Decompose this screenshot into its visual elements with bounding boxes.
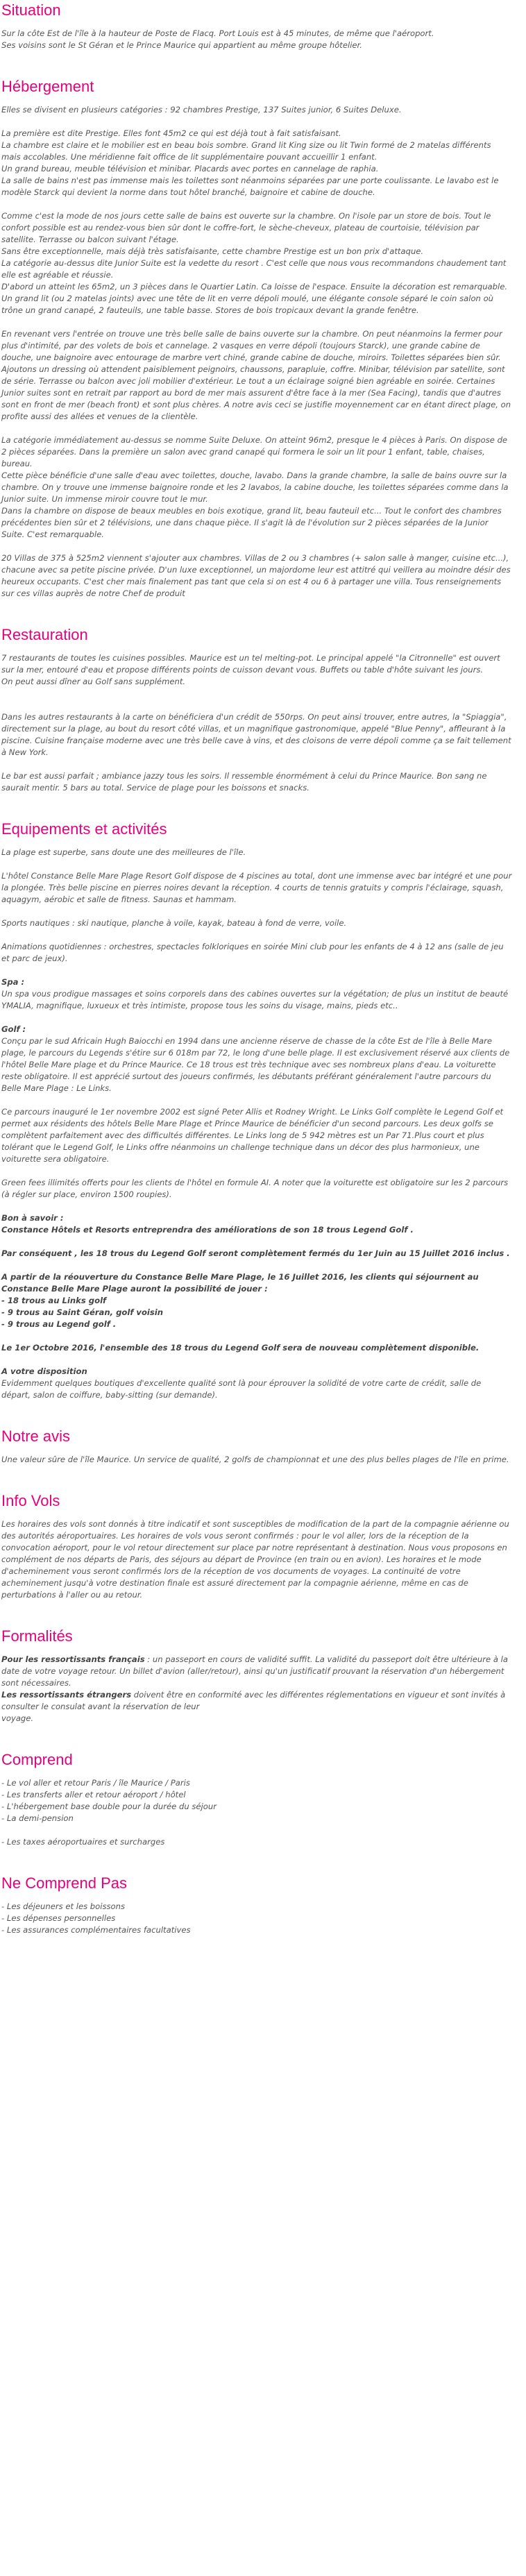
- hebergement-text: Cette pièce bénéficie d'une salle d'eau avec toilettes, douche, lavabo. Dans la grande chambre, la salle de bains ouvre sur la chambre. On y trouve une immense baignoire ronde et les 2 lavabos, la cabine douche, les toilettes séparées comme dans la Junior suite. Un immense miroir couvre tout le mur.: [1, 471, 509, 504]
- hebergement-heading: Hébergement: [1, 78, 94, 95]
- comprend-section: [1, 1751, 512, 1848]
- info-vols-text: Les horaires des vols sont donnés à titre indicatif et sont susceptibles de modification de la part de la compagnie aérienne ou des autorités aéroportuaires. Les horaires de vols vous seront confirmés : pour le vol aller, lors de la réception de la convocation aéroport, pour le vol retour directement sur place par notre représentant à destination. Nous vous proposons en complément de nos départs de Paris, des séjours au départ de Province (en train ou en avion). Les horaires et le mode d'acheminement vous seront confirmés lors de la réception de vos documents de voyages. La continuité de votre acheminement jusqu'à votre destination finale est assuré directement par la compagnie aérienne, même en cas de perturbations à l'aller ou au retour.: [1, 1519, 509, 1600]
- comprend-item: - Le vol aller et retour Paris / île Maurice / Paris: [1, 1778, 190, 1788]
- equipements-text: La plage est superbe, sans doute une des meilleures de l'île.: [1, 847, 246, 857]
- equipements-text: Ce parcours inauguré le 1er novembre 2002 est signé Peter Allis et Rodney Wright. Le Links Golf complète le Legend Golf et permet aux résidents des hôtels Belle Mare Plage et Prince Maurice de bénéficier d'un second parcours. Les deux golfs se complètent parfaitement avec des difficultés différentes. Le Links long de 5 942 mètres est un Par 71.Plus court et plus tolérant que le Legend Golf, le Links offre néanmoins un challenge technique dans un décor des plus harmonieux, une voiturette sera obligatoire.: [1, 1107, 504, 1164]
- formalites-section: [1, 1627, 512, 1725]
- ne-comprend-item: - Les déjeuners et les boissons: [1, 1901, 126, 1911]
- formalites-french-text: : un passeport en cours de validité suffit. La validité du passeport doit être ultérieure à la date de votre voyage retour. Un billet d'avion (aller/retour), ainsi qu'un justificatif prouvant la réservation d'un hébergement sont nécessaires.: [1, 1654, 508, 1688]
- equipements-text: Green fees illimités offerts pour les clients de l'hôtel en formule AI. A noter que la voiturette est obligatoire sur les 2 parcours (à régler sur place, environ 1500 roupies).: [1, 1178, 509, 1199]
- formalites-heading: Formalités: [1, 1627, 73, 1645]
- bon-a-savoir-text: Constance Hôtels et Resorts entreprendra des améliorations de son 18 trous Legend Golf .: [1, 1225, 414, 1235]
- avis-heading: Notre avis: [1, 1427, 71, 1445]
- situation-line: Sur la côte Est de l'île à la hauteur de Poste de Flacq. Port Louis est à 45 minutes, de même que l'aéroport.: [1, 28, 434, 38]
- restauration-text: Le bar est aussi parfait ; ambiance jazzy tous les soirs. Il ressemble énormément à celui du Prince Maurice. Bon sang ne saurait mentir. 5 bars au total. Service de plage pour les boissons et snacks.: [1, 771, 487, 793]
- hebergement-text: La catégorie immédiatement au-dessus se nomme Suite Deluxe. On atteint 96m2, presque le 4 pièces à Paris. On dispose de 2 pièces séparées. Dans la première un salon avec grand canapé qui formera le soir un lit pour 1 enfant, table, chaises, bureau.: [1, 435, 508, 468]
- hebergement-text: En revenant vers l'entrée on trouve une très belle salle de bains ouverte sur la chambre. On peut néanmoins la fermer pour plus d'intimité, par des volets de bois et cannelage. 2 vasques en verre dépoli (toujours Starck), une grande cabine de douche, une baignoire avec entourage de marbre vert chiné, grande cabine de douche, miroirs. Toilettes séparées bien sûr.: [1, 329, 502, 362]
- bon-a-savoir-label: Bon à savoir :: [1, 1213, 64, 1223]
- hebergement-villas: 20 Villas de 375 à 525m2 viennent s'ajouter aux chambres. Villas de 2 ou 3 chambres (+ salon salle à manger, cuisine etc...), chacune avec sa petite piscine privée. D'un luxe exceptionnel, un majordome leur est attitré qui veillera au moindre désir des heureux occupants. C'est cher mais finalement pas tant que cela si on est 4 ou 6 à partager une villa. Tous renseignements sur ces villas auprès de notre Chef de produit: [1, 553, 511, 598]
- hebergement-text: La catégorie au-dessus dite Junior Suite est la vedette du resort . C'est celle que nous vous recommandons chaudement tant elle est agréable et réussie.: [1, 258, 507, 280]
- comprend-item: - Les transferts aller et retour aéroport / hôtel: [1, 1790, 186, 1799]
- restauration-text: Dans les autres restaurants à la carte on bénéficiera d'un crédit de 550rps. On peut ainsi trouver, entre autres, la "Spiaggia", directement sur la plage, au bout du resort côté villas, et un magnifique gastronomique, appelé "Blue Penny", affleurant à la piscine. Cuisine française moderne avec une très belle cave à vins, et des cloisons de verre dépoli comme ça se fait tellement à New York.: [1, 712, 511, 757]
- hebergement-text: Dans la chambre on dispose de beaux meubles en bois exotique, grand lit, beau fauteuil etc... Tout le confort des chambres précédentes bien sûr et 2 télévisions, une dans chaque pièce. Il s'agit là de l'évolution sur 2 pièces séparées de la Junior Suite. C'est remarquable.: [1, 506, 502, 539]
- situation-section: [1, 1, 512, 51]
- comprend-heading: Comprend: [1, 1751, 73, 1768]
- ne-comprend-heading: Ne Comprend Pas: [1, 1874, 127, 1892]
- golf-reopening-lead: A partir de la réouverture du Constance Belle Mare Plage, le 16 Juillet 2016, les clients qui séjournent au Constance Belle Mare Plage auront la possibilité de jouer :: [1, 1272, 479, 1294]
- avis-section: [1, 1427, 512, 1466]
- info-vols-heading: Info Vols: [1, 1492, 60, 1509]
- spa-label: Spa :: [1, 977, 25, 987]
- golf-label: Golf :: [1, 1024, 26, 1034]
- spa-text: Un spa vous prodigue massages et soins corporels dans des cabines ouvertes sur la végétation; de plus un institut de beauté YMALIA, magnifique, luxueux et très intimiste, propose tous les soins du visage, mains, pieds etc..: [1, 989, 509, 1010]
- formalites-foreign-label: Les ressortissants étrangers: [1, 1690, 132, 1700]
- restauration-text: 7 restaurants de toutes les cuisines possibles. Maurice est un tel melting-pot. Le principal appelé "la Citronnelle" est ouvert sur la mer, entouré d'eau et propose différents points de cuisson devant vous. Buffets ou table d'hôte suivant les jours.: [1, 653, 500, 675]
- hebergement-text: Un grand bureau, meuble télévision et minibar. Placards avec portes en cannelage de raphia.: [1, 164, 379, 173]
- comprend-item: - La demi-pension: [1, 1813, 74, 1823]
- ne-comprend-item: - Les dépenses personnelles: [1, 1913, 116, 1923]
- restauration-heading: Restauration: [1, 626, 88, 643]
- golf-availability-text: Le 1er Octobre 2016, l'ensemble des 18 trous du Legend Golf sera de nouveau complètement disponible.: [1, 1343, 480, 1353]
- info-vols-section: [1, 1492, 512, 1601]
- equipements-text: Sports nautiques : ski nautique, planche à voile, kayak, bateau à fond de verre, voile.: [1, 918, 347, 928]
- golf-option-item: - 9 trous au Legend golf .: [1, 1319, 117, 1329]
- avis-text: Une valeur sûre de l'île Maurice. Un service de qualité, 2 golfs de championnat et une des plus belles plages de l'île en prime.: [1, 1455, 509, 1464]
- hebergement-text: La chambre est claire et le mobilier est en beau bois sombre. Grand lit King size ou lit Twin formé de 2 matelas différents mais accolables. Une méridienne fait office de lit supplémentaire pouvant accueillir 1 enfant.: [1, 140, 491, 162]
- hebergement-text: D'abord un atteint les 65m2, un 3 pièces dans le Quartier Latin. Ca loisse de l'espace. Ensuite la décoration est remarquable.: [1, 282, 508, 291]
- hebergement-text: Comme c'est la mode de nos jours cette salle de bains est ouverte sur la chambre. On l'isole par un store de bois. Tout le confort possible est au rendez-vous bien sûr dont le coffre-fort, le sèche-cheveux, plateau de courtoisie, télévision par satellite. Terrasse ou balcon suivant l'étage.: [1, 211, 491, 244]
- golf-option-item: - 18 trous au Links golf: [1, 1296, 107, 1305]
- hebergement-text: La première est dite Prestige. Elles font 45m2 ce qui est déjà tout à fait satisfaisant.: [1, 128, 341, 138]
- disposition-text: Evidemment quelques boutiques d'excellente qualité sont là pour éprouver la solidité de votre carte de crédit, salle de départ, salon de coiffure, baby-sitting (sur demande).: [1, 1378, 482, 1400]
- ne-comprend-item: - Les assurances complémentaires facultatives: [1, 1925, 191, 1935]
- hebergement-text: Sans être exceptionnelle, mais déjà très satisfaisante, cette chambre Prestige est un bon prix d'attaque.: [1, 246, 424, 256]
- hebergement-intro: Elles se divisent en plusieurs catégories : 92 chambres Prestige, 137 Suites junior, 6 Suites Deluxe.: [1, 105, 402, 115]
- equipements-heading: Equipements et activités: [1, 820, 167, 838]
- hebergement-section: [1, 78, 512, 600]
- hebergement-text: Ajoutons un dressing où attendent paisiblement peignoirs, chaussons, parapluie, coffre. Minibar, télévision par satellite, sont de série. Terrasse ou balcon avec joli mobilier d'extérieur. Le tout a un éclairage soigné bien agréable en soirée. Certaines Junior suites sont en retrait par rapport au bord de mer mais assurent d'être face à la mer (Sea Facing), tandis que d'autres sont en front de mer (beach front) et sont plus chères. A notre avis ceci se justifie moyennement car en étant direct plage, on profite aussi des allées et venues de la clientèle.: [1, 364, 511, 421]
- equipements-section: [1, 820, 512, 1401]
- situation-line: Ses voisins sont le St Géran et le Prince Maurice qui appartient au même groupe hôtelier.: [1, 40, 362, 50]
- equipements-text: Animations quotidiennes : orchestres, spectacles folkloriques en soirée Mini club pour les enfants de 4 à 12 ans (salle de jeu et parc de jeux).: [1, 942, 504, 963]
- hebergement-text: Un grand lit (ou 2 matelas joints) avec une tête de lit en verre dépoli moulé, une élégante console séparé le coin salon où trône un grand canapé, 2 fauteuils, une table basse. Stores de bois tropicaux devant la grande fenêtre.: [1, 294, 494, 315]
- formalites-foreign-tail: voyage.: [1, 1713, 34, 1723]
- restauration-text: On peut aussi dîner au Golf sans supplément.: [1, 677, 186, 686]
- equipements-text: L'hôtel Constance Belle Mare Plage Resort Golf dispose de 4 piscines au total, dont une immense avec bar intégré et une pour la plongée. Très belle piscine en pierres noires devant la réception. 4 courts de tennis gratuits y compris l'éclairage, squash, aquagym, aérobic et salle de fitness. Saunas et hammam.: [1, 871, 512, 904]
- golf-option-item: - 9 trous au Saint Géran, golf voisin: [1, 1307, 164, 1317]
- restauration-section: [1, 626, 512, 794]
- hotel-description-page: [0, 1, 516, 1950]
- hebergement-text: La salle de bains n'est pas immense mais les toilettes sont néanmoins séparées par une porte coulissante. Le lavabo est le modèle Starck qui devient la norme dans tout hôtel branché, baignoire et cabine de douche.: [1, 176, 499, 197]
- golf-text: Conçu par le sud Africain Hugh Baiocchi en 1994 dans une ancienne réserve de chasse de la côte Est de l'île à Belle Mare plage, le parcours du Legends s'étire sur 6 018m par 72, le long d'une belle plage. Il est exclusivement réservé aux clients de l'hôtel Belle Mare plage et du Prince Maurice. Ce 18 trous est très technique avec ses nombreux plans d'eau. La voiturette reste obligatoire. Il est apprécié surtout des joueurs confirmés, les débutants préférant généralement l'autre parcours du Belle Mare Plage : Le Links.: [1, 1036, 510, 1093]
- disposition-label: A votre disposition: [1, 1366, 87, 1376]
- comprend-item: - Les taxes aéroportuaires et surcharges: [1, 1837, 165, 1847]
- formalites-french-label: Pour les ressortissants français: [1, 1654, 145, 1664]
- golf-closure-text: Par conséquent , les 18 trous du Legend Golf seront complètement fermés du 1er Juin au 15 Juillet 2016 inclus .: [1, 1248, 510, 1258]
- situation-heading: Situation: [1, 1, 61, 19]
- ne-comprend-section: [1, 1874, 512, 1936]
- comprend-item: - L'hébergement base double pour la durée du séjour: [1, 1802, 217, 1811]
- formalites-foreign-text: doivent être en conformité avec les différentes réglementations en vigueur et sont invités à consulter le consulat avant la réservation de leur: [1, 1690, 506, 1711]
